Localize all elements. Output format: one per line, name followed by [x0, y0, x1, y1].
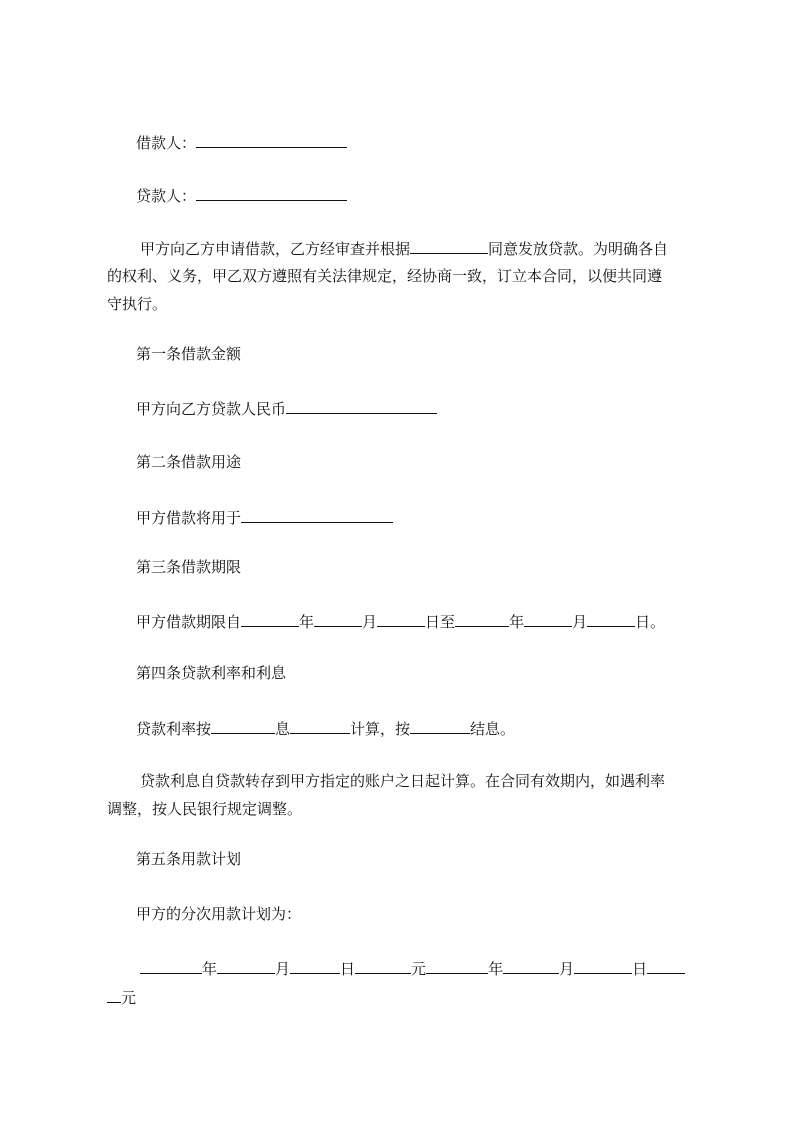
- intro-line-3: [107, 294, 167, 314]
- intro-text-3: 守执行。: [107, 295, 168, 313]
- interest-line-2: [107, 799, 302, 819]
- plan-amount2-blank-a: [647, 957, 685, 974]
- rate-blank: [211, 717, 275, 734]
- intro-text-1a: 甲方向乙方申请借款，乙方经审查并根据: [140, 240, 411, 258]
- end-day-blank: [587, 610, 635, 627]
- article2-title: [136, 452, 241, 472]
- plan-month-blank: [217, 957, 275, 974]
- settle-blank: [410, 717, 470, 734]
- purpose-blank: [241, 506, 393, 523]
- plan-day-text: 日: [340, 960, 356, 978]
- intro-text-2: 的权利、义务，甲乙双方遵照有关法律规定，经协商一致，订立本合同，以便共同遵: [107, 267, 663, 285]
- article5-title: [136, 849, 241, 869]
- plan-month2-text: 月: [559, 960, 575, 978]
- plan-month-text: 月: [275, 960, 291, 978]
- intro-line-1: [140, 237, 668, 257]
- settle-text: 结息。: [470, 720, 516, 738]
- plan-yuan2-text: 元: [121, 989, 137, 1007]
- plan-amount-blank: [355, 957, 411, 974]
- plan-line-1: [140, 957, 685, 977]
- year2-text: 年: [509, 613, 525, 631]
- interest-text-1: 贷款利息自贷款转存到甲方指定的账户之日起计算。在合同有效期内，如遇利率: [140, 772, 666, 790]
- calc-blank: [290, 717, 350, 734]
- plan-year-blank: [140, 957, 202, 974]
- plan-yuan-text: 元: [411, 960, 427, 978]
- plan-year-text: 年: [202, 960, 218, 978]
- plan-amount2-blank-b: [107, 986, 121, 1003]
- lender-label: 贷款人：: [136, 187, 197, 205]
- day-end-text: 日。: [635, 613, 666, 631]
- month2-text: 月: [572, 613, 588, 631]
- plan-line-2: [107, 986, 136, 1006]
- intro-text-1b: 同意发放贷款。为明确各自: [488, 240, 669, 258]
- lender-blank: [196, 184, 347, 201]
- article3-title: [136, 557, 241, 577]
- plan-day2-text: 日: [632, 960, 648, 978]
- end-month-blank: [524, 610, 572, 627]
- plan-month2-blank: [503, 957, 559, 974]
- article4-body: [136, 717, 515, 737]
- borrower-blank: [196, 131, 347, 148]
- rate-label: 贷款利率按: [136, 720, 212, 738]
- article1-body: [136, 397, 437, 417]
- amount-blank: [286, 397, 437, 414]
- plan-year2-text: 年: [488, 960, 504, 978]
- start-day-blank: [377, 610, 425, 627]
- article4-heading: 第四条贷款利率和利息: [136, 664, 287, 682]
- xi-text: 息: [275, 720, 291, 738]
- article5-body: [136, 904, 301, 924]
- lender-line: [136, 184, 347, 204]
- article3-heading: 第三条借款期限: [136, 558, 242, 576]
- purpose-label: 甲方借款将用于: [136, 509, 242, 527]
- borrower-label: 借款人：: [136, 134, 197, 152]
- interest-line-1: [140, 771, 665, 791]
- article2-body: [136, 506, 393, 526]
- day-to-text: 日至: [425, 613, 456, 631]
- article1-heading: 第一条借款金额: [136, 345, 242, 363]
- year-text: 年: [299, 613, 315, 631]
- month-text: 月: [362, 613, 378, 631]
- article5-heading: 第五条用款计划: [136, 850, 242, 868]
- plan-year2-blank: [426, 957, 488, 974]
- article4-title: [136, 663, 286, 683]
- borrower-line: [136, 131, 347, 151]
- basis-blank: [410, 237, 488, 254]
- plan-label: 甲方的分次用款计划为：: [136, 905, 302, 923]
- plan-day2-blank: [574, 957, 632, 974]
- calc-text: 计算，按: [350, 720, 411, 738]
- amount-label: 甲方向乙方贷款人民币: [136, 400, 287, 418]
- end-year-blank: [455, 610, 509, 627]
- article1-title: [136, 344, 241, 364]
- article3-body: [136, 610, 665, 630]
- plan-day-blank: [290, 957, 340, 974]
- article2-heading: 第二条借款用途: [136, 453, 242, 471]
- term-label: 甲方借款期限自: [136, 613, 242, 631]
- interest-text-2: 调整，按人民银行规定调整。: [107, 800, 303, 818]
- start-month-blank: [314, 610, 362, 627]
- start-year-blank: [241, 610, 299, 627]
- intro-line-2: [107, 266, 662, 286]
